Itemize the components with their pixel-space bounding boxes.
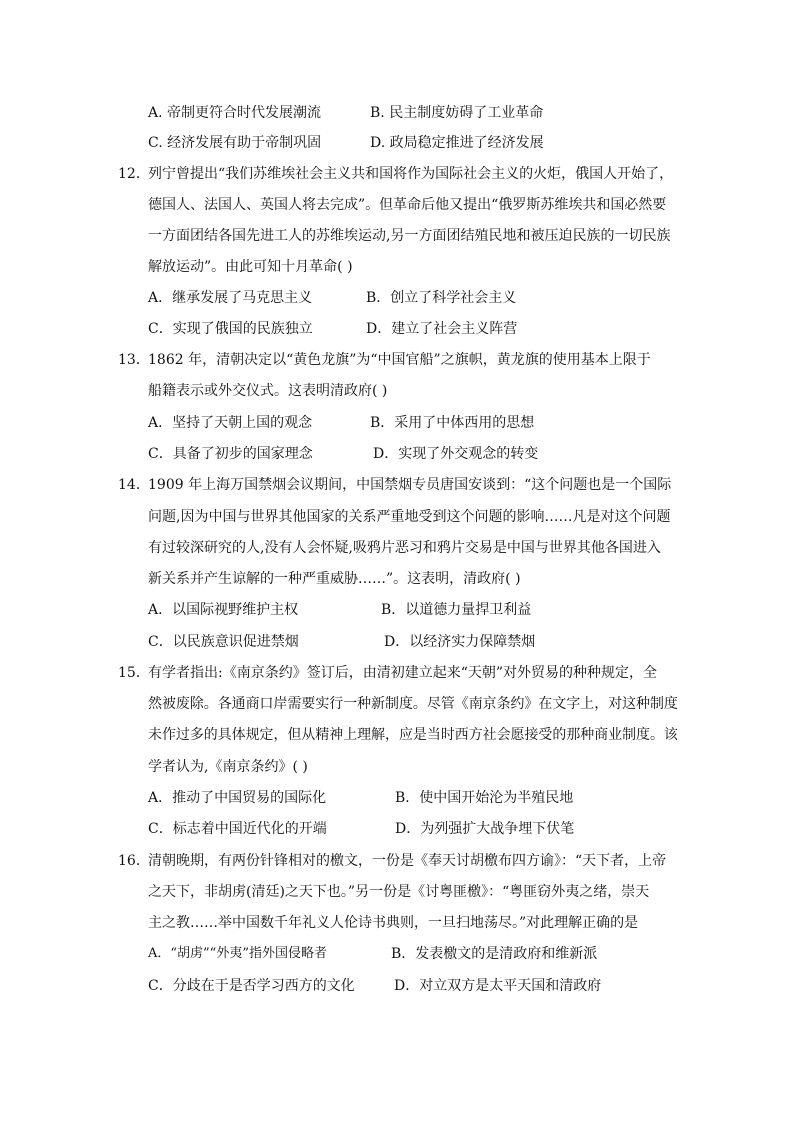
q12-option-c: C．实现了俄国的民族独立 (148, 321, 313, 337)
q15-option-d: D．为列强扩大战争埋下伏笔 (395, 821, 575, 837)
q14-option-d: D．以经济实力保障禁烟 (384, 634, 536, 650)
q12-stem-line-3: 一方面团结各国先进工人的苏维埃运动,另一方面团结殖民地和被压迫民族的一切民族 (148, 228, 671, 244)
q15-option-b: B．使中国开始沦为半殖民地 (395, 790, 574, 806)
q14-stem-line-2: 问题,因为中国与世界其他国家的关系严重地受到这个问题的影响……凡是对这个问题 (148, 509, 671, 525)
q12-stem-line-4: 解放运动”。由此可知十月革命( ) (148, 259, 353, 275)
q16-option-a: A．“胡虏”“外夷”指外国侵略者 (148, 946, 327, 961)
q11-option-b: B. 民主制度妨碍了工业革命 (370, 105, 544, 121)
q12-number: 12． (118, 166, 150, 182)
q14-option-c: C．以民族意识促进禁烟 (148, 634, 299, 650)
q13-stem-line-2: 船籍表示或外交仪式。这表明清政府( ) (148, 383, 388, 399)
q13-stem-line-1: 1862 年，清朝决定以“黄色龙旗”为“中国官船”之旗帜，黄龙旗的使用基本上限于 (148, 352, 651, 368)
q12-option-d: D．建立了社会主义阵营 (366, 321, 518, 337)
q13-option-b: B．采用了中体西用的思想 (370, 415, 535, 431)
q13-option-c: C．具备了初步的国家理念 (148, 446, 313, 462)
q16-option-b: B．发表檄文的是清政府和维新派 (391, 946, 598, 962)
q14-stem-line-1: 1909 年上海万国禁烟会议期间，中国禁烟专员唐国安谈到：“这个问题也是一个国际 (148, 477, 672, 493)
q15-stem-line-3: 未作过多的具体规定，但从精神上理解，应是当时西方社会愿接受的那种商业制度。该 (148, 727, 678, 743)
q13-option-d: D．实现了外交观念的转变 (373, 446, 539, 462)
q12-stem-line-1: 列宁曾提出“我们苏维埃社会主义共和国将作为国际社会主义的火炬，俄国人开始了， (148, 166, 674, 182)
q12-option-b: B．创立了科学社会主义 (366, 290, 517, 306)
q11-option-a: A. 帝制更符合时代发展潮流 (148, 105, 322, 121)
q13-number: 13． (118, 352, 150, 368)
q12-option-a: A．继承发展了马克思主义 (148, 290, 313, 306)
q14-stem-line-3: 有过较深研究的人,没有人会怀疑,吸鸦片恶习和鸦片交易是中国与世界其他各国进入 (148, 540, 661, 556)
q14-option-a: A．以国际视野维护主权 (148, 602, 299, 618)
q14-option-b: B．以道德力量捍卫利益 (381, 602, 532, 618)
q16-stem-line-3: 主之教……举中国数千年礼义人伦诗书典则，一旦扫地荡尽。”对此理解正确的是 (148, 915, 639, 931)
q12-stem-line-2: 德国人、法国人、英国人将去完成”。但革命后他又提出“俄罗斯苏维埃共和国必然要 (148, 197, 667, 213)
q14-number: 14． (118, 477, 150, 493)
q11-option-d: D. 政局稳定推进了经济发展 (370, 135, 544, 151)
q16-stem-line-2: 之天下，非胡虏(清廷)之天下也。”另一份是《讨粤匪檄》：“粤匪窃外夷之绪，崇天 (148, 884, 650, 900)
q16-number: 16． (118, 853, 150, 869)
q15-stem-line-1: 有学者指出:《南京条约》签订后，由清初建立起来“天朝”对外贸易的种种规定，全 (148, 665, 658, 681)
q16-option-d: D．对立双方是太平天国和清政府 (394, 978, 602, 994)
q16-stem-line-1: 清朝晚期，有两份针锋相对的檄文，一份是《奉天讨胡檄布四方谕》：“天下者，上帝 (148, 853, 667, 869)
q15-option-a: A．推动了中国贸易的国际化 (148, 790, 327, 806)
q14-stem-line-4: 新关系并产生谅解的一种严重威胁……”。这表明，清政府( ) (148, 571, 521, 587)
q15-stem-line-4: 学者认为,《南京条约》( ) (148, 759, 308, 775)
q11-option-c: C. 经济发展有助于帝制巩固 (148, 135, 322, 151)
q15-option-c: C．标志着中国近代化的开端 (148, 821, 327, 837)
q13-option-a: A．坚持了天朝上国的观念 (148, 415, 313, 431)
q15-stem-line-2: 然被废除。各通商口岸需要实行一种新制度。尽管《南京条约》在文字上，对这种制度 (148, 696, 678, 712)
q16-option-c: C．分歧在于是否学习西方的文化 (148, 978, 355, 994)
q15-number: 15． (118, 665, 150, 681)
